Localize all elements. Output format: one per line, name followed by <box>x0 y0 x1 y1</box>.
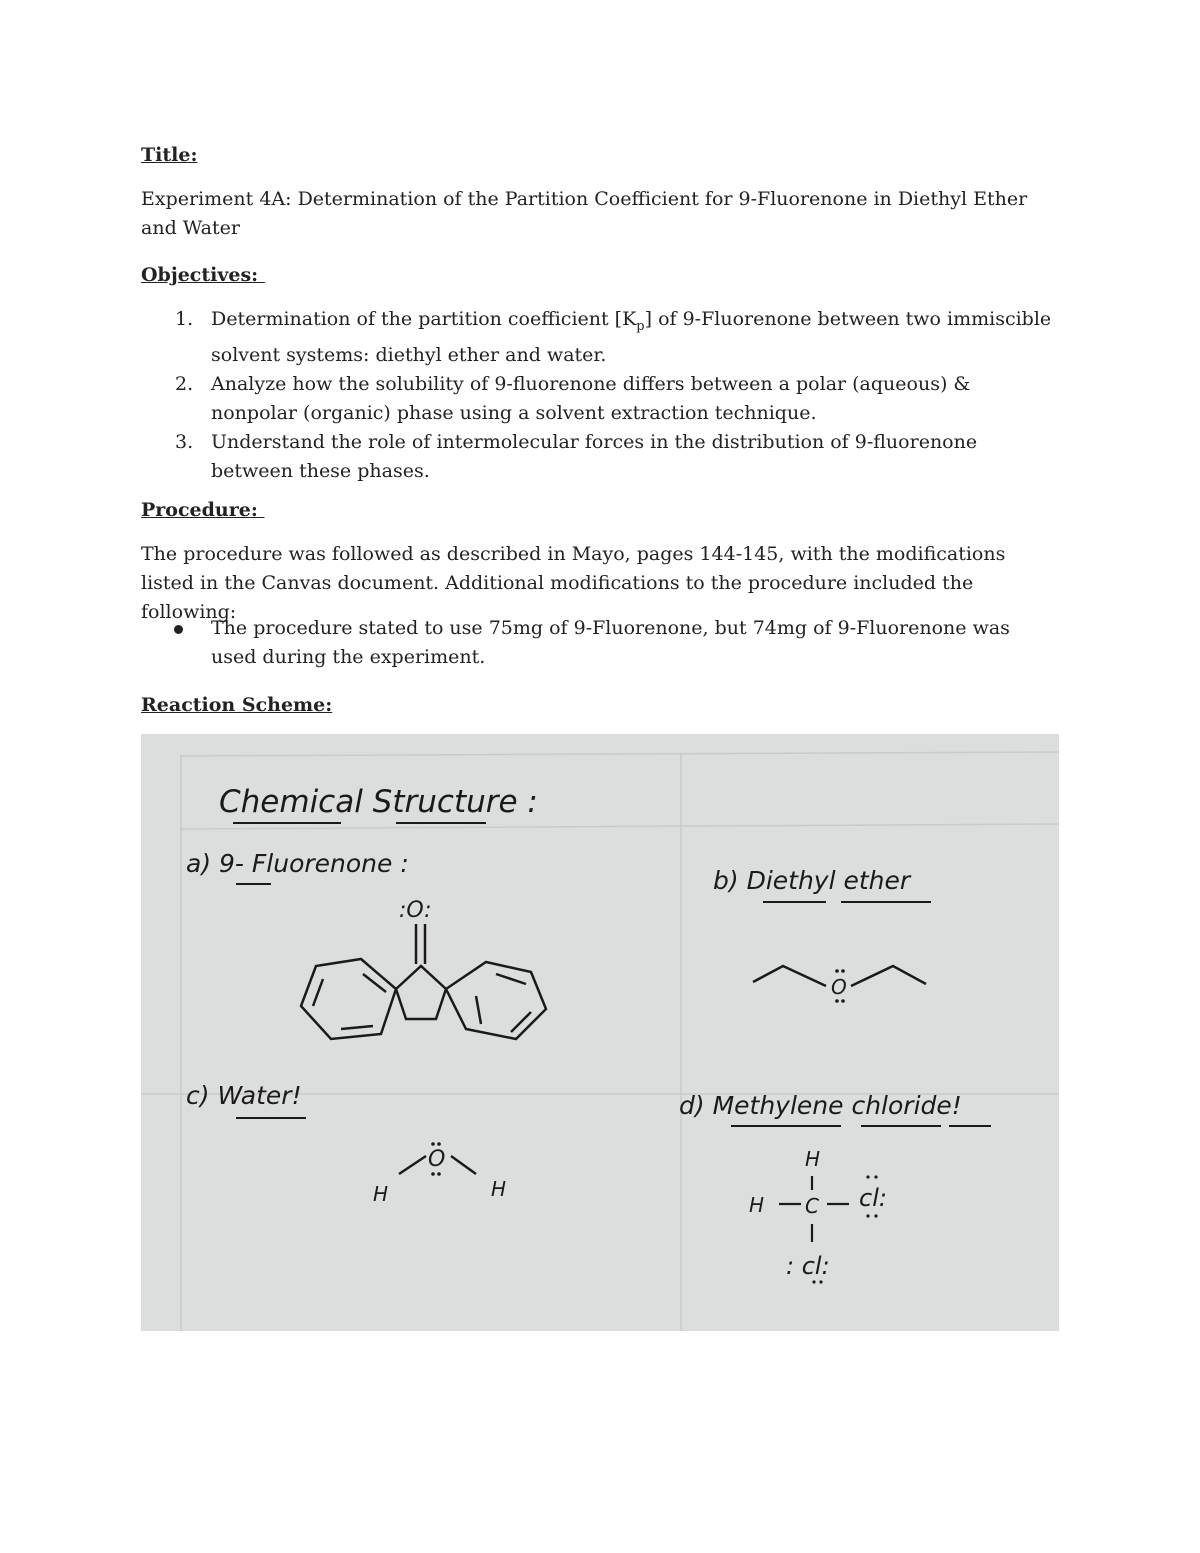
ch2cl2-cl-bottom: : cl: <box>786 1252 830 1280</box>
fluorenone-oxygen: :O: <box>399 898 432 923</box>
objective-item <box>141 305 1061 370</box>
procedure-bullet-list <box>141 614 1061 672</box>
objective-item <box>141 428 1061 486</box>
label-water: c) Water! <box>186 1081 302 1110</box>
reaction-scheme-heading: Reaction Scheme: <box>141 694 333 716</box>
objective-text: Understand the role of intermolecular forces in the distribution of 9-fluorenone between these phases. <box>211 430 978 482</box>
ch2cl2-h-top: H <box>805 1147 821 1171</box>
ch2cl2-cl-right: cl: <box>859 1184 887 1212</box>
ether-oxygen: O <box>831 975 847 999</box>
structures-header: Chemical Structure : <box>219 784 538 820</box>
title-heading: Title: <box>141 144 198 166</box>
lone-pair-dot <box>431 1172 435 1176</box>
lone-pair-dot <box>437 1142 441 1146</box>
lone-pair-dot <box>866 1175 869 1178</box>
objective-subscript: p <box>636 318 645 334</box>
water-h-right: H <box>491 1177 507 1201</box>
objective-text: Analyze how the solubility of 9-fluorenone differs between a polar (aqueous) & nonpolar (organic) phase using a solvent extraction technique. <box>211 372 971 424</box>
lone-pair-dot <box>866 1214 869 1217</box>
lone-pair-dot <box>819 1280 822 1283</box>
lone-pair-dot <box>874 1214 877 1217</box>
lone-pair-dot <box>431 1142 435 1146</box>
lone-pair-dot <box>841 969 845 973</box>
chemical-structure-photo <box>141 734 1059 1331</box>
lone-pair-dot <box>874 1175 877 1178</box>
lone-pair-dot <box>812 1280 815 1283</box>
title-text: Experiment 4A: Determination of the Partition Coefficient for 9-Fluorenone in Diethyl Ether and Water <box>141 188 1028 239</box>
objective-number: 1. <box>175 308 194 330</box>
procedure-heading: Procedure: <box>141 499 265 521</box>
lone-pair-dot <box>841 999 845 1003</box>
objective-text-after: ] of 9-Fluorenone between two immiscible solvent systems: diethyl ether and water. <box>211 308 1052 366</box>
procedure-text: The procedure was followed as described in Mayo, pages 144-145, with the modifications listed in the Canvas document. Additional modifications to the procedure included the following: <box>141 543 1006 623</box>
bullet-icon <box>174 625 183 634</box>
water-oxygen: O <box>428 1147 446 1172</box>
objectives-heading: Objectives: <box>141 264 265 286</box>
list-item <box>141 614 1061 672</box>
label-9-fluorenone: a) 9- Fluorenone : <box>186 849 409 878</box>
objective-text-before: Determination of the partition coefficient [K <box>211 308 637 330</box>
lone-pair-dot <box>835 999 839 1003</box>
objectives-list <box>141 305 1061 486</box>
bullet-text: The procedure stated to use 75mg of 9-Fluorenone, but 74mg of 9-Fluorenone was used during the experiment. <box>211 617 1010 668</box>
objective-number: 2. <box>175 372 194 395</box>
label-methylene-chloride: d) Methylene chloride! <box>679 1091 962 1120</box>
lone-pair-dot <box>835 969 839 973</box>
objective-number: 3. <box>175 430 194 453</box>
objective-item <box>141 370 1061 428</box>
water-h-left: H <box>373 1182 389 1206</box>
ch2cl2-carbon: C <box>805 1194 819 1218</box>
label-diethyl-ether: b) Diethyl ether <box>713 866 911 895</box>
lone-pair-dot <box>437 1172 441 1176</box>
ch2cl2-h-left: H <box>749 1193 765 1217</box>
